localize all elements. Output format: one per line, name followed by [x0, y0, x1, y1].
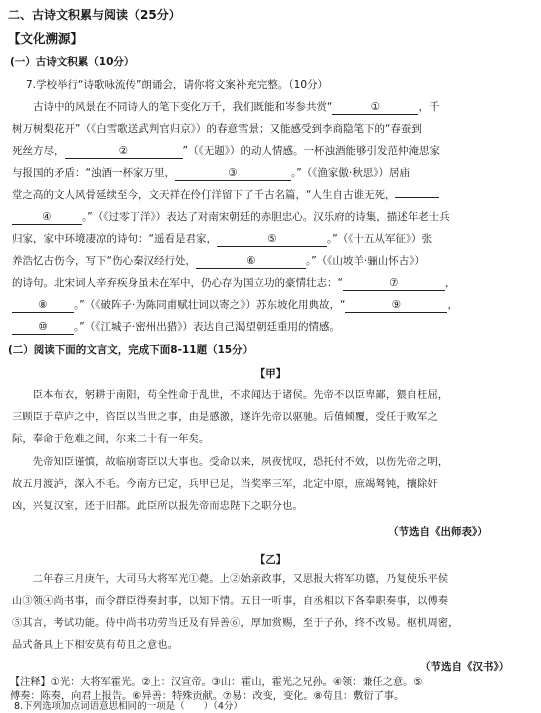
part2-title: (二）阅读下面的文言文，完成下面8-11题（15分）	[8, 344, 254, 356]
q7-text: 古诗中的风景在不同诗人的笔下变化万千，我们既能和岑参共赏“	[12, 101, 333, 113]
q7-line-10	[12, 298, 541, 313]
yi-source: （节选自《汉书》）	[420, 661, 510, 673]
q7-text: 堂之高的文人风骨延续至今，文天祥在伶仃洋留下了千古名篇，“人生自古谁无死，	[12, 189, 396, 201]
blank-4-lead[interactable]	[395, 197, 439, 198]
yi-line: 山③领④尚书事，而令群臣得奏封事，以知下情。五日一听事，自丞相以下各奉职奏事，以傅奏	[12, 596, 449, 607]
q7-line-2	[12, 122, 541, 136]
blank-10[interactable]: ⑩	[12, 320, 74, 335]
q7-text: ，	[444, 277, 456, 289]
q7-text: 。”（《破阵子·为陈同甫赋壮词以寄之》）苏东坡化用典故，“	[74, 299, 346, 311]
subsection-title: 【文化溯源】	[8, 31, 84, 46]
q7-line-9	[12, 276, 541, 291]
jia-line: 先帝知臣谨慎，故临崩寄臣以大事也。受命以来，夙夜忧叹，恐托付不效，以伤先帝之明，	[12, 457, 449, 468]
section-title: 二、古诗文积累与阅读（25分）	[8, 8, 181, 22]
q7-text: 归家，家中环境凄凉的诗句：“遥看是君家，	[12, 233, 217, 245]
jia-line: 凶，兴复汉室，还于旧都。此臣所以报先帝而忠陛下之职分也。	[12, 501, 303, 512]
jia-source: （节选自《出师表》）	[388, 526, 488, 538]
part1-title: (一）古诗文积累（10分）	[10, 56, 135, 68]
q7-text: 。”（《过零丁洋》）表达了对南宋朝廷的赤胆忠心。汉乐府的诗集，描述年老士兵	[82, 211, 450, 223]
notes-line: 傅奏：陈奏，向君上报告。⑥异善：特殊贡献。⑦易：改变，变化。⑧苟且：敷衍了事。	[10, 691, 405, 702]
jia-line: 故五月渡泸，深入不毛。今南方已定，兵甲已足，当奖率三军，北定中原，庶竭驽钝，攘除奸	[12, 479, 438, 490]
q7-text: ，	[447, 299, 458, 311]
q7-line-3	[12, 144, 541, 159]
yi-heading: 【乙】	[254, 554, 287, 566]
q7-line-5	[12, 188, 541, 202]
jia-heading: 【甲】	[254, 368, 287, 380]
blank-5[interactable]: ⑤	[217, 232, 327, 247]
q7-line-7	[12, 232, 541, 247]
q7-text: 树万树梨花开”（《白雪歌送武判官归京》）的春意雪景；又能感受到李商隐笔下的“春蚕到	[12, 123, 422, 135]
q8-stem: 8.下列选项加点词语意思相同的一项是（ ）（4分）	[14, 701, 243, 712]
q7-text: 死丝方尽，	[12, 145, 65, 157]
jia-line: 臣本布衣，躬耕于南阳，苟全性命于乱世，不求闻达于诸侯。先帝不以臣卑鄙，猥自枉屈，	[12, 390, 449, 401]
blank-6[interactable]: ⑥	[196, 254, 306, 269]
q7-text: ”（《无题》）的动人情感。一杯浊酒能够引发范仲淹思家	[182, 145, 440, 157]
blank-2[interactable]: ②	[65, 144, 183, 159]
q7-text: 的诗句。北宋词人辛弃疾身虽未在军中，仍心存为国立功的豪情壮志：“	[12, 277, 343, 289]
q7-line-8	[12, 254, 541, 269]
blank-8[interactable]: ⑧	[12, 298, 74, 313]
q7-text: 。”（《江城子·密州出猎》）表达自己渴望朝廷重用的情感。	[74, 321, 341, 333]
yi-line: 品式备具上下相安莫有苟且之意也。	[12, 640, 179, 651]
blank-9[interactable]: ⑨	[345, 298, 447, 313]
q7-stem: 7.学校举行“诗歌咏流传”朗诵会，请你将文案补充完整。（10分）	[26, 79, 329, 91]
blank-1[interactable]: ①	[332, 100, 418, 115]
blank-7[interactable]: ⑦	[343, 276, 445, 291]
yi-line: ⑤其言，考试功能。侍中尚书功劳当迁及有异善⑥，厚加赏赐，至于子孙，终不改易。枢机周密，	[12, 618, 459, 629]
jia-line: 际，奉命于危难之间，尔来二十有一年矣。	[12, 434, 210, 445]
jia-line: 三顾臣于草庐之中，咨臣以当世之事，由是感激，遂许先帝以驱驰。后值倾覆，受任于败军之	[12, 412, 438, 423]
q7-text: 养浩忆古伤今，写下“伤心秦汉经行处，	[12, 255, 196, 267]
q7-text: ，千	[418, 101, 440, 113]
yi-line: 二年春三月庚午，大司马大将军光①薨。上②始亲政事，又思报大将军功德，乃复使乐平侯	[12, 574, 449, 585]
q7-text: 与报国的矛盾：“浊酒一杯家万里，	[12, 167, 175, 179]
q7-line-11	[12, 320, 541, 335]
q7-line-1	[12, 100, 541, 115]
q7-line-6	[12, 210, 541, 225]
q7-line-4	[12, 166, 541, 181]
q7-text: 。”（《十五从军征》）张	[326, 233, 433, 245]
blank-4[interactable]: ④	[12, 210, 82, 225]
q7-text: 。”（《渔家傲·秋思》）居庙	[290, 167, 410, 179]
q7-text: 。”（《山坡羊·骊山怀古》）	[305, 255, 425, 267]
notes-line: 【注释】①光：大将军霍光。②上：汉宣帝。③山：霍山，霍光之兄孙。④领：兼任之意。⑤	[10, 677, 423, 688]
blank-3[interactable]: ③	[175, 166, 291, 181]
